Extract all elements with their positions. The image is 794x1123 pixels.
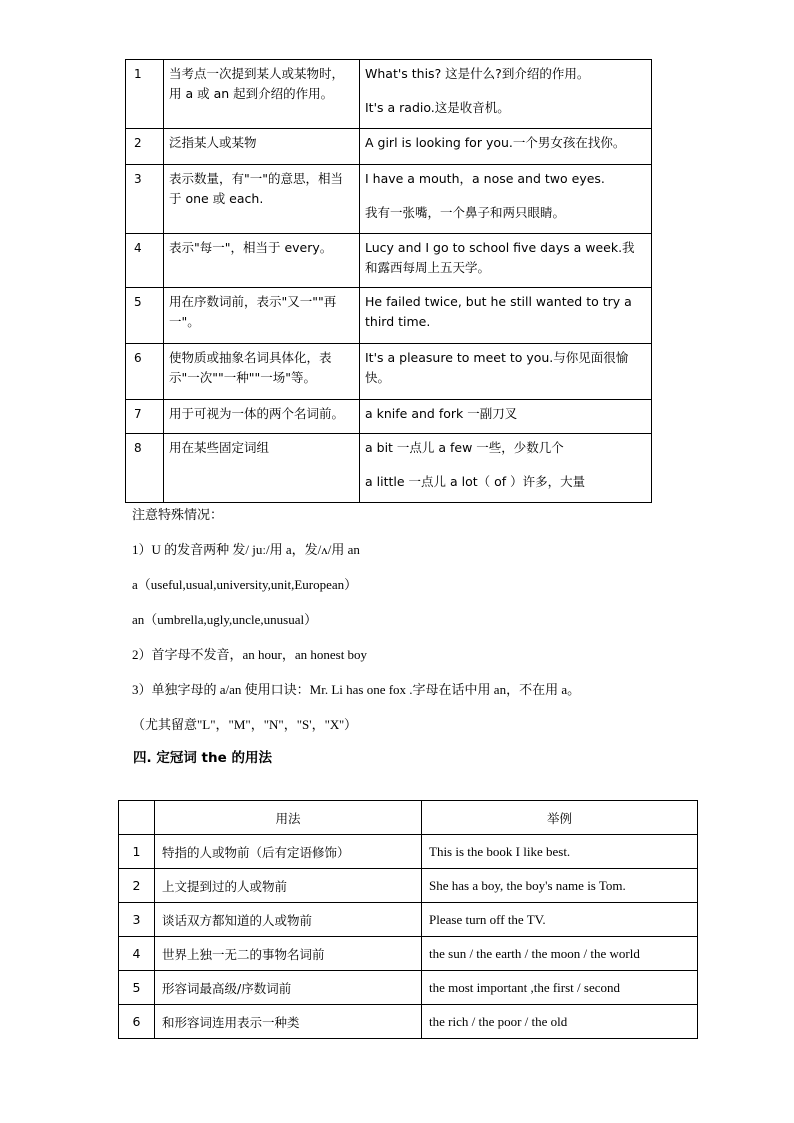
example-cell — [360, 344, 652, 400]
example-text: a bit 一点儿 a few 一些，少数几个 — [365, 440, 564, 455]
row-number: 4 — [126, 234, 164, 288]
row-number: 6 — [126, 344, 164, 400]
article-a-an-usage-table — [125, 59, 652, 503]
example-cell: the sun / the earth / the moon / the world — [422, 937, 698, 971]
usage-cell: 谈话双方都知道的人或物前 — [155, 903, 422, 937]
row-number: 2 — [126, 129, 164, 165]
section-heading: 四. 定冠词 the 的用法 — [133, 750, 272, 766]
row-number: 2 — [119, 869, 155, 903]
example-cell: This is the book I like best. — [422, 835, 698, 869]
example-text: It's a pleasure to meet to you.与你见面很愉快。 — [365, 350, 629, 385]
row-number: 5 — [126, 288, 164, 344]
column-header-example: 举例 — [422, 801, 698, 835]
usage-cell: 特指的人或物前（后有定语修饰） — [155, 835, 422, 869]
usage-cell: 和形容词连用表示一种类 — [155, 1005, 422, 1039]
row-number: 5 — [119, 971, 155, 1005]
usage-cell: 泛指某人或某物 — [164, 129, 360, 165]
table-row — [119, 903, 698, 937]
usage-cell: 世界上独一无二的事物名词前 — [155, 937, 422, 971]
table-row — [126, 344, 652, 400]
example-cell — [360, 400, 652, 434]
example-cell — [360, 60, 652, 129]
example-text: He failed twice, but he still wanted to try a third time. — [365, 294, 632, 329]
table-row — [126, 60, 652, 129]
table-row — [119, 869, 698, 903]
note-line: 3）单独字母的 a/an 使用口诀：Mr. Li has one fox .字母在话中用 an，不在用 a。 — [132, 682, 581, 697]
usage-cell: 用在序数词前，表示"又一""再一"。 — [164, 288, 360, 344]
note-line: a（useful,usual,university,unit,European） — [132, 577, 358, 592]
example-cell: the most important ,the first / second — [422, 971, 698, 1005]
row-number: 3 — [126, 165, 164, 234]
example-cell — [360, 129, 652, 165]
row-number: 1 — [119, 835, 155, 869]
example-text: 我有一张嘴，一个鼻子和两只眼睛。 — [365, 205, 566, 220]
note-line: （尤其留意"L"，"M"，"N"，"S'，"X''） — [132, 717, 357, 732]
notes-heading: 注意特殊情况： — [132, 507, 224, 522]
row-number: 7 — [126, 400, 164, 434]
usage-cell: 表示数量，有"一"的意思，相当于 one 或 each. — [164, 165, 360, 234]
row-number: 1 — [126, 60, 164, 129]
row-number: 3 — [119, 903, 155, 937]
column-header-number — [119, 801, 155, 835]
table-row — [119, 1005, 698, 1039]
table-row — [126, 129, 652, 165]
definite-article-usage-table — [118, 800, 698, 1039]
example-cell — [360, 234, 652, 288]
example-text: A girl is looking for you.一个男女孩在找你。 — [365, 135, 626, 150]
table-row — [119, 971, 698, 1005]
table-row — [119, 937, 698, 971]
usage-cell: 用于可视为一体的两个名词前。 — [164, 400, 360, 434]
example-text: a little 一点儿 a lot（ of ）许多，大量 — [365, 474, 586, 489]
row-number: 8 — [126, 434, 164, 503]
example-cell: She has a boy, the boy's name is Tom. — [422, 869, 698, 903]
table-row — [126, 165, 652, 234]
usage-cell: 形容词最高级/序数词前 — [155, 971, 422, 1005]
row-number: 6 — [119, 1005, 155, 1039]
usage-cell: 上文提到过的人或物前 — [155, 869, 422, 903]
example-text: It's a radio.这是收音机。 — [365, 100, 510, 115]
special-cases-notes — [132, 505, 692, 750]
note-line: 2）首字母不发音，an hour，an honest boy — [132, 647, 368, 662]
example-text: What's this? 这是什么?到介绍的作用。 — [365, 66, 590, 81]
usage-cell: 当考点一次提到某人或某物时，用 a 或 an 起到介绍的作用。 — [164, 60, 360, 129]
table-row — [126, 434, 652, 503]
usage-cell: 使物质或抽象名词具体化，表示"一次""一种""一场"等。 — [164, 344, 360, 400]
example-text: Lucy and I go to school five days a week.我和露西每周上五天学。 — [365, 240, 635, 275]
example-cell — [360, 288, 652, 344]
usage-cell: 表示"每一"，相当于 every。 — [164, 234, 360, 288]
usage-cell: 用在某些固定词组 — [164, 434, 360, 503]
row-number: 4 — [119, 937, 155, 971]
table-row — [119, 835, 698, 869]
example-cell: the rich / the poor / the old — [422, 1005, 698, 1039]
table-row — [126, 400, 652, 434]
note-line: 1）U 的发音两种 发/ juː/用 a，发/ʌ/用 an — [132, 542, 360, 557]
example-text: I have a mouth，a nose and two eyes. — [365, 171, 605, 186]
table-row — [126, 234, 652, 288]
example-cell — [360, 434, 652, 503]
example-cell — [360, 165, 652, 234]
example-text: a knife and fork 一副刀叉 — [365, 406, 518, 421]
table-header-row — [119, 801, 698, 835]
example-cell: Please turn off the TV. — [422, 903, 698, 937]
note-line: an（umbrella,ugly,uncle,unusual） — [132, 612, 318, 627]
column-header-usage: 用法 — [155, 801, 422, 835]
table-row — [126, 288, 652, 344]
